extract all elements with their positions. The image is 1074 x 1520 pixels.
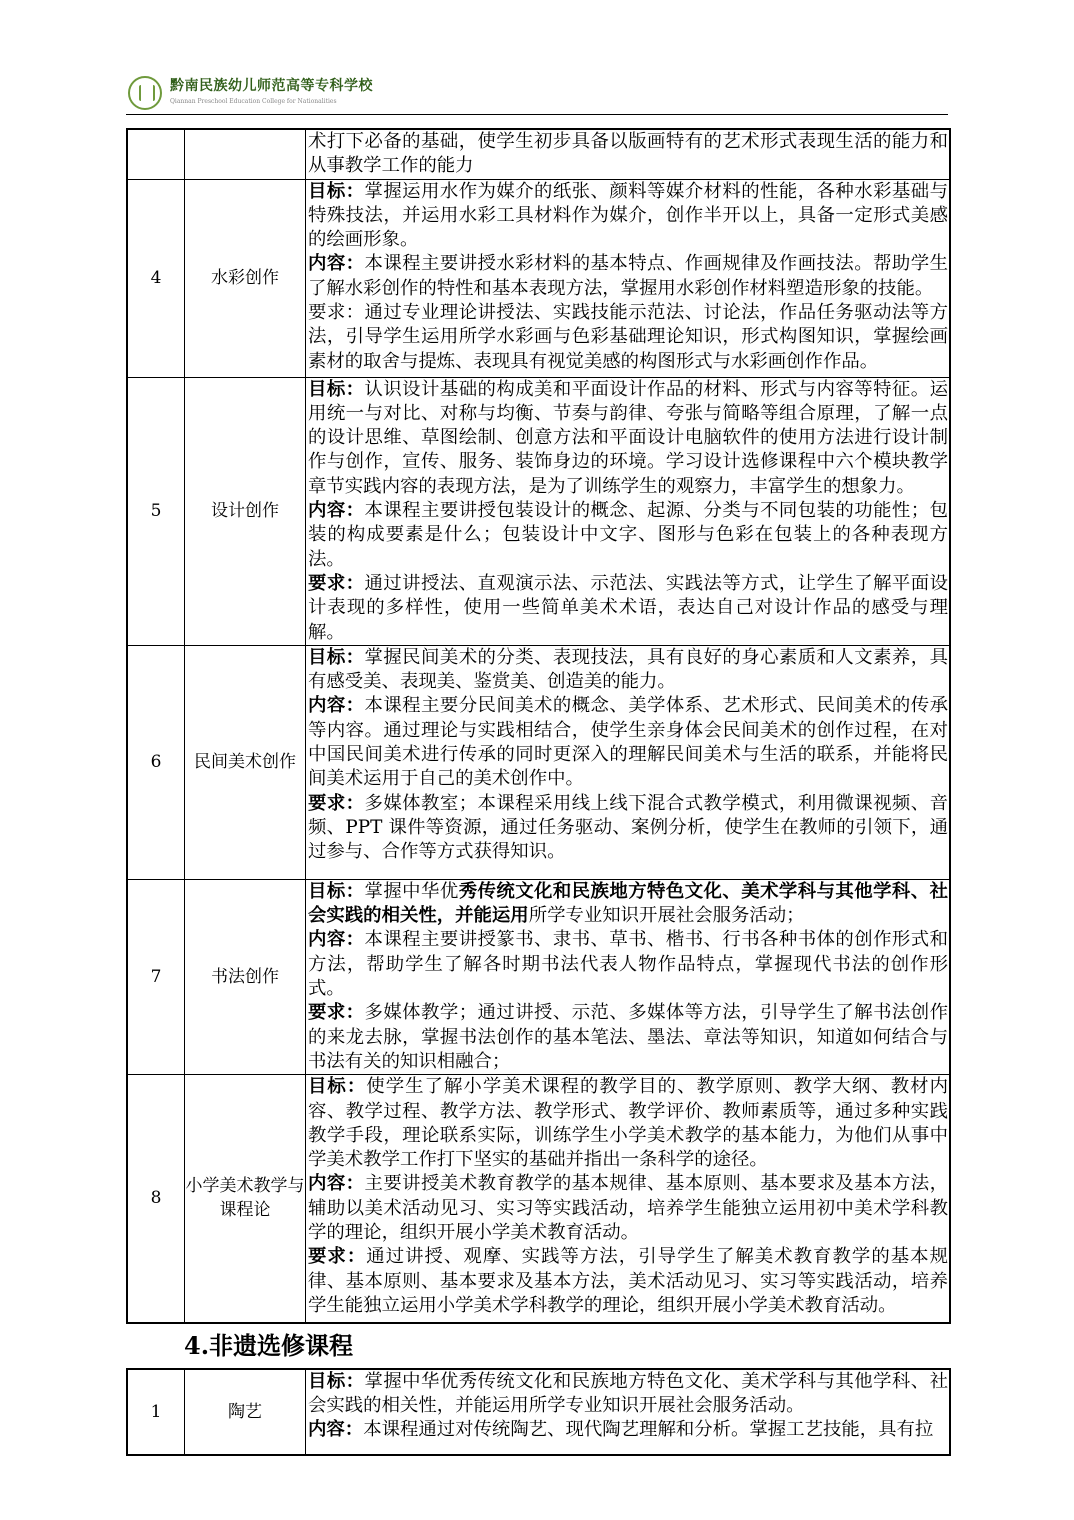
text: 本课程通过对传统陶艺、现代陶艺理解和分析。掌握工艺技能，具有拉 bbox=[363, 1419, 934, 1441]
page-content bbox=[126, 128, 948, 1456]
bold-text: 目标： bbox=[308, 1076, 367, 1098]
course-number: 5 bbox=[127, 377, 185, 645]
description-paragraph bbox=[308, 1075, 948, 1172]
bold-text: 内容： bbox=[308, 929, 365, 951]
heritage-course-table bbox=[126, 1368, 951, 1456]
text: 认识设计基础的构成美和平面设计作品的材料、形式与内容等特征。运用统一与对比、对称与均衡、节奏与韵律、夸张与简略等组合原理，了解一点的设计思维、草图绘制、创意方法和平面设计电脑软件的使用方法进行设计制作与创作，宣传、服务、装饰身边的环境。学习设计选修课程中六个模块教学章节实践内容的表现方法，是为了训练学生的观察力，丰富学生的想象力。 bbox=[308, 378, 948, 497]
bold-text: 目标： bbox=[308, 646, 365, 668]
course-number: 1 bbox=[127, 1369, 185, 1455]
description-paragraph bbox=[308, 1245, 948, 1318]
description-paragraph bbox=[308, 1418, 948, 1442]
course-number: 8 bbox=[127, 1075, 185, 1323]
description-paragraph bbox=[308, 130, 948, 179]
description-paragraph bbox=[308, 1370, 948, 1419]
description-paragraph bbox=[308, 792, 948, 865]
bold-text: 要求： bbox=[308, 1246, 367, 1268]
table-row bbox=[127, 129, 950, 179]
description-paragraph bbox=[308, 180, 948, 253]
description-paragraph bbox=[308, 880, 948, 929]
bold-text: 目标： bbox=[308, 1370, 365, 1392]
bold-text: 目标： bbox=[308, 880, 365, 902]
course-number: 4 bbox=[127, 179, 185, 377]
description-paragraph bbox=[308, 378, 948, 499]
table-row bbox=[127, 1369, 950, 1455]
text: 掌握中华优秀传统文化和民族地方特色文化、美术学科与其他学科、社会实践的相关性，并能运用所学专业知识开展社会服务活动。 bbox=[308, 1370, 948, 1417]
table-row bbox=[127, 1075, 950, 1323]
bold-text: 要求： bbox=[308, 792, 365, 814]
bold-text: 要求： bbox=[308, 1002, 365, 1024]
description-paragraph bbox=[308, 1172, 948, 1245]
text: 所学专业知识开展社会服务活动； bbox=[528, 905, 805, 927]
text: 使学生了解小学美术课程的教学目的、教学原则、教学大纲、教材内容、教学过程、教学方法、教学形式、教学评价、教师素质等，通过多种实践教学手段，理论联系实际，训练学生小学美术教学的基本能力，为他们从事中学美术教学工作打下坚实的基础并指出一条科学的途径。 bbox=[308, 1076, 948, 1171]
course-description bbox=[306, 377, 951, 645]
course-table bbox=[126, 128, 951, 1324]
table-row bbox=[127, 377, 950, 645]
text: 术打下必备的基础，使学生初步具备以版画特有的艺术形式表现生活的能力和从事教学工作的能力 bbox=[308, 131, 948, 177]
text: 掌握中华优 bbox=[364, 880, 459, 902]
text: 要求：通过专业理论讲授法、实践技能示范法、讨论法，作品任务驱动法等方法，引导学生运用所学水彩画与色彩基础理论知识，形式构图知识，掌握绘画素材的取舍与提炼、表现具有视觉美感的构图形式与水彩画创作作品。 bbox=[308, 302, 948, 372]
description-paragraph bbox=[308, 252, 948, 301]
course-number: 7 bbox=[127, 879, 185, 1074]
description-paragraph bbox=[308, 694, 948, 791]
course-description bbox=[306, 1369, 951, 1455]
text: 通过讲授法、直观演示法、示范法、实践法等方式，让学生了解平面设计表现的多样性，使用一些简单美术术语，表达自己对设计作品的感受与理解。 bbox=[308, 572, 948, 643]
bold-text: 内容： bbox=[308, 500, 365, 522]
course-name: 书法创作 bbox=[185, 879, 306, 1074]
description-paragraph bbox=[308, 572, 948, 645]
logo-chinese-name: 黔南民族幼儿师范高等专科学校 bbox=[170, 78, 373, 94]
description-paragraph bbox=[308, 646, 948, 695]
course-name: 设计创作 bbox=[185, 377, 306, 645]
course-name: 民间美术创作 bbox=[185, 645, 306, 879]
text: 本课程主要讲授水彩材料的基本特点、作画规律及作画技法。帮助学生了解水彩创作的特性和基本表现方法，掌握用水彩创作材料塑造形象的技能。 bbox=[308, 253, 948, 299]
section-heading: 4.非遗选修课程 bbox=[184, 1330, 354, 1360]
text: 本课程主要讲授包装设计的概念、起源、分类与不同包装的功能性；包装的构成要素是什么；包装设计中文字、图形与色彩在包装上的各种表现方法。 bbox=[308, 500, 948, 570]
text: 多媒体教学；通过讲授、示范、多媒体等方法，引导学生了解书法创作的来龙去脉，掌握书法创作的基本笔法、墨法、章法等知识，知道如何结合与书法有关的知识相融合； bbox=[308, 1002, 948, 1072]
course-name: 陶艺 bbox=[185, 1369, 306, 1455]
logo-english-name: Qiannan Preschool Education College for Nationalities bbox=[170, 98, 337, 105]
bold-text: 内容： bbox=[308, 1419, 364, 1441]
table-row bbox=[127, 645, 950, 879]
course-name: 小学美术教学与课程论 bbox=[185, 1075, 306, 1323]
bold-text: 秀传统文化和民族地方特色文化、美术学科与其他学科、社会实践的相关性，并能运用 bbox=[308, 880, 948, 927]
description-paragraph bbox=[308, 1001, 948, 1074]
bold-text: 目标： bbox=[308, 378, 365, 400]
bold-text: 内容： bbox=[308, 695, 365, 717]
description-paragraph bbox=[308, 928, 948, 1001]
text: 掌握民间美术的分类、表现技法，具有良好的身心素质和人文素养，具有感受美、表现美、鉴赏美、创造美的能力。 bbox=[308, 646, 948, 693]
course-description bbox=[306, 179, 951, 377]
school-logo-icon bbox=[128, 76, 162, 110]
bold-text: 内容： bbox=[308, 1173, 365, 1195]
course-description bbox=[306, 879, 951, 1074]
description-paragraph bbox=[308, 499, 948, 572]
course-description bbox=[306, 1075, 951, 1323]
text: 通过讲授、观摩、实践等方法，引导学生了解美术教育教学的基本规律、基本原则、基本要求及基本方法，美术活动见习、实习等实践活动，培养学生能独立运用小学美术学科教学的理论，组织开展小学美术教育活动。 bbox=[308, 1246, 948, 1316]
table-row bbox=[127, 879, 950, 1074]
text: 主要讲授美术教育教学的基本规律、基本原则、基本要求及基本方法，辅助以美术活动见习、实习等实践活动，培养学生能独立运用初中美术学科教学的理论，组织开展小学美术教育活动。 bbox=[308, 1173, 948, 1244]
course-number: 6 bbox=[127, 645, 185, 879]
bold-text: 内容： bbox=[308, 253, 365, 275]
bold-text: 要求： bbox=[308, 572, 365, 594]
bold-text: 目标： bbox=[308, 180, 365, 202]
text: 掌握运用水作为媒介的纸张、颜料等媒介材料的性能，各种水彩基础与特殊技法，并运用水彩工具材料作为媒介，创作半开以上，具备一定形式美感的绘画形象。 bbox=[308, 180, 948, 251]
course-name: 水彩创作 bbox=[185, 179, 306, 377]
text: 本课程主要讲授篆书、隶书、草书、楷书、行书各种书体的创作形式和方法，帮助学生了解各时期书法代表人物作品特点，掌握现代书法的创作形式。 bbox=[308, 929, 948, 1000]
table-row bbox=[127, 179, 950, 377]
course-name bbox=[185, 129, 306, 179]
description-paragraph bbox=[308, 301, 948, 374]
text: 本课程主要分民间美术的概念、美学体系、艺术形式、民间美术的传承等内容。通过理论与实践相结合，使学生亲身体会民间美术的创作过程，在对中国民间美术进行传承的同时更深入的理解民间美术与生活的联系，并能将民间美术运用于自己的美术创作中。 bbox=[308, 695, 948, 790]
text: 多媒体教室；本课程采用线上线下混合式教学模式，利用微课视频、音频、PPT 课件等资源，通过任务驱动、案例分析，使学生在教师的引领下，通过参与、合作等方式获得知识。 bbox=[308, 792, 948, 863]
course-number bbox=[127, 129, 185, 179]
course-description bbox=[306, 129, 951, 179]
course-description bbox=[306, 645, 951, 879]
page-header bbox=[126, 74, 948, 115]
